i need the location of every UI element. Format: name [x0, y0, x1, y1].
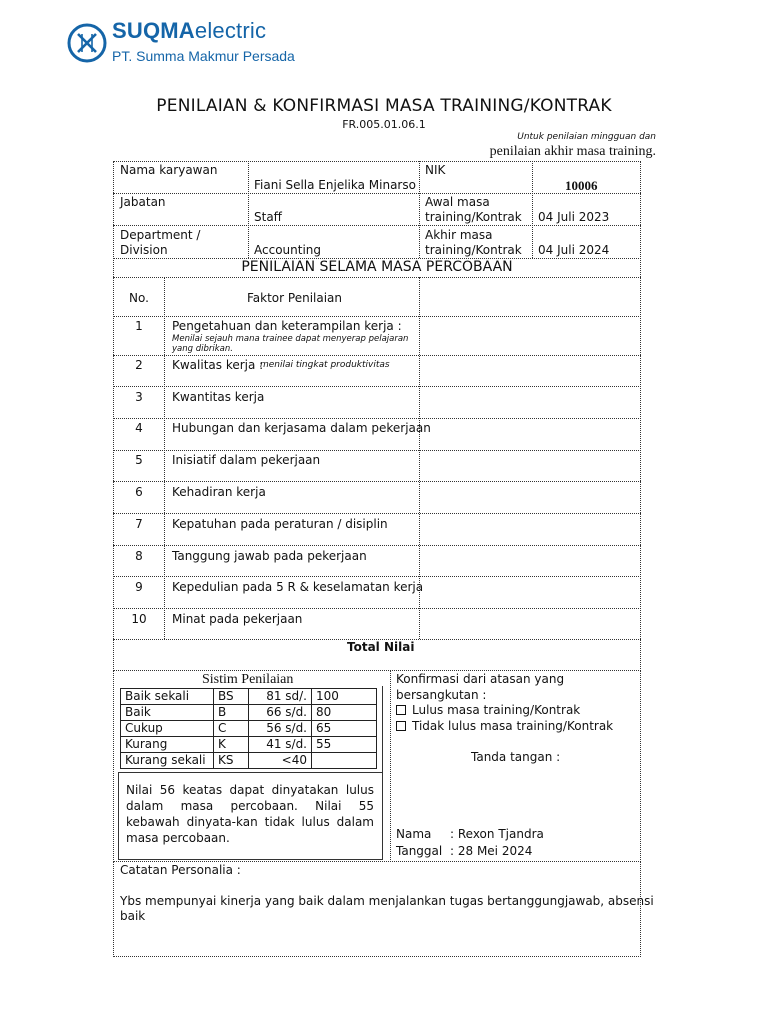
- item-label: Kepatuhan pada peraturan / disiplin: [172, 517, 388, 531]
- page-title: PENILAIAN & KONFIRMASI MASA TRAINING/KONTRAK: [156, 96, 612, 116]
- grade-range: 41 s/d.: [249, 737, 312, 753]
- table-row: [121, 689, 377, 705]
- end-label-2: training/Kontrak: [425, 243, 522, 257]
- grade-max: [312, 753, 377, 769]
- item-number: 3: [135, 390, 143, 404]
- item-label: Hubungan dan kerjasama dalam pekerjaan: [172, 421, 431, 435]
- grade-code: B: [214, 705, 249, 721]
- section-title: PENILAIAN SELAMA MASA PERCOBAAN: [241, 259, 513, 275]
- grade-code: BS: [214, 689, 249, 705]
- grade-range: 56 s/d.: [249, 721, 312, 737]
- item-number: 1: [135, 319, 143, 333]
- nik-value: 10006: [565, 178, 598, 193]
- item-number: 10: [131, 612, 147, 626]
- item-label: Kwalitas kerja :: [172, 358, 264, 372]
- end-date-value: 04 Juli 2024: [538, 243, 610, 257]
- usage-note-line-1: Untuk penilaian mingguan dan: [517, 132, 656, 142]
- item-number: 2: [135, 358, 143, 372]
- supervisor-name-label: Nama: [396, 827, 432, 841]
- grade-max: 65: [312, 721, 377, 737]
- item-label: Minat pada pekerjaan: [172, 612, 303, 626]
- rating-system-title: Sistim Penilaian: [202, 672, 294, 687]
- total-score-label: Total Nilai: [347, 640, 415, 654]
- grade-max: 80: [312, 705, 377, 721]
- grade-range: <40: [249, 753, 312, 769]
- department-value: Accounting: [254, 243, 322, 257]
- personnel-notes-text-1: Ybs mempunyai kinerja yang baik dalam menjalankan tugas bertanggungjawab, absensi: [120, 894, 654, 908]
- rating-description: Nilai 56 keatas dapat dinyatakan lulus dalam masa percobaan. Nilai 55 kebawah dinyata-kan tidak lulus dalam masa percobaan.: [126, 783, 374, 845]
- personnel-notes-text-2: baik: [120, 909, 146, 923]
- pass-checkbox[interactable]: [396, 705, 406, 715]
- column-header-factor: Faktor Penilaian: [247, 291, 343, 305]
- item-label: Inisiatif dalam pekerjaan: [172, 453, 321, 467]
- item-label: Kwantitas kerja: [172, 390, 265, 404]
- rating-table: [120, 688, 377, 769]
- nik-label: NIK: [425, 163, 446, 177]
- company-name: PT. Summa Makmur Persada: [112, 48, 295, 64]
- grade-code: KS: [214, 753, 249, 769]
- column-header-no: No.: [129, 291, 149, 305]
- table-row: [121, 753, 377, 769]
- confirmation-heading-1: Konfirmasi dari atasan yang: [396, 672, 565, 686]
- suqma-logo-icon: [66, 12, 108, 74]
- usage-note-line-2: penilaian akhir masa training.: [489, 144, 656, 159]
- item-note: menilai tingkat produktivitas: [260, 360, 390, 370]
- grade-name: Kurang sekali: [121, 753, 214, 769]
- position-value: Staff: [254, 210, 282, 224]
- start-label-2: training/Kontrak: [425, 210, 522, 224]
- confirmation-date-label: Tanggal: [396, 844, 443, 858]
- item-label: Kepedulian pada 5 R & keselamatan kerja: [172, 580, 424, 594]
- item-number: 7: [135, 517, 143, 531]
- supervisor-name-value: : Rexon Tjandra: [450, 827, 544, 841]
- item-note: Menilai sejauh mana trainee dapat menyerap pelajaran yang dibrikan.: [172, 334, 409, 354]
- end-label-1: Akhir masa: [425, 228, 493, 242]
- grade-name: Kurang: [121, 737, 214, 753]
- grade-name: Cukup: [121, 721, 214, 737]
- confirmation-heading-2: bersangkutan :: [396, 688, 487, 702]
- fail-option-label: Tidak lulus masa training/Kontrak: [412, 719, 614, 733]
- table-row: [121, 721, 377, 737]
- department-label-1: Department /: [120, 228, 201, 242]
- grade-range: 66 s/d.: [249, 705, 312, 721]
- item-label: Kehadiran kerja: [172, 485, 266, 499]
- grade-max: 55: [312, 737, 377, 753]
- item-number: 5: [135, 453, 143, 467]
- signature-label: Tanda tangan :: [471, 750, 561, 764]
- grade-name: Baik sekali: [121, 689, 214, 705]
- grade-range: 81 sd/.: [249, 689, 312, 705]
- brand-name: SUQMAelectric: [112, 18, 267, 43]
- grade-code: K: [214, 737, 249, 753]
- grade-name: Baik: [121, 705, 214, 721]
- employee-name-value: Fiani Sella Enjelika Minarso: [254, 178, 416, 192]
- start-label-1: Awal masa: [425, 195, 490, 209]
- item-number: 6: [135, 485, 143, 499]
- employee-name-label: Nama karyawan: [120, 163, 218, 177]
- personnel-notes-label: Catatan Personalia :: [120, 863, 241, 877]
- grade-max: 100: [312, 689, 377, 705]
- pass-option[interactable]: [396, 703, 580, 717]
- pass-option-label: Lulus masa training/Kontrak: [412, 703, 581, 717]
- table-row: [121, 705, 377, 721]
- fail-option[interactable]: [396, 719, 613, 733]
- item-number: 4: [135, 421, 143, 435]
- department-label-2: Division: [120, 243, 168, 257]
- item-label: Pengetahuan dan keterampilan kerja :: [172, 319, 402, 333]
- start-date-value: 04 Juli 2023: [538, 210, 610, 224]
- form-code: FR.005.01.06.1: [342, 118, 426, 131]
- item-label: Tanggung jawab pada pekerjaan: [172, 549, 367, 563]
- position-label: Jabatan: [120, 195, 166, 209]
- grade-code: C: [214, 721, 249, 737]
- item-number: 9: [135, 580, 143, 594]
- fail-checkbox[interactable]: [396, 721, 406, 731]
- confirmation-date-value: : 28 Mei 2024: [450, 844, 533, 858]
- item-number: 8: [135, 549, 143, 563]
- table-row: [121, 737, 377, 753]
